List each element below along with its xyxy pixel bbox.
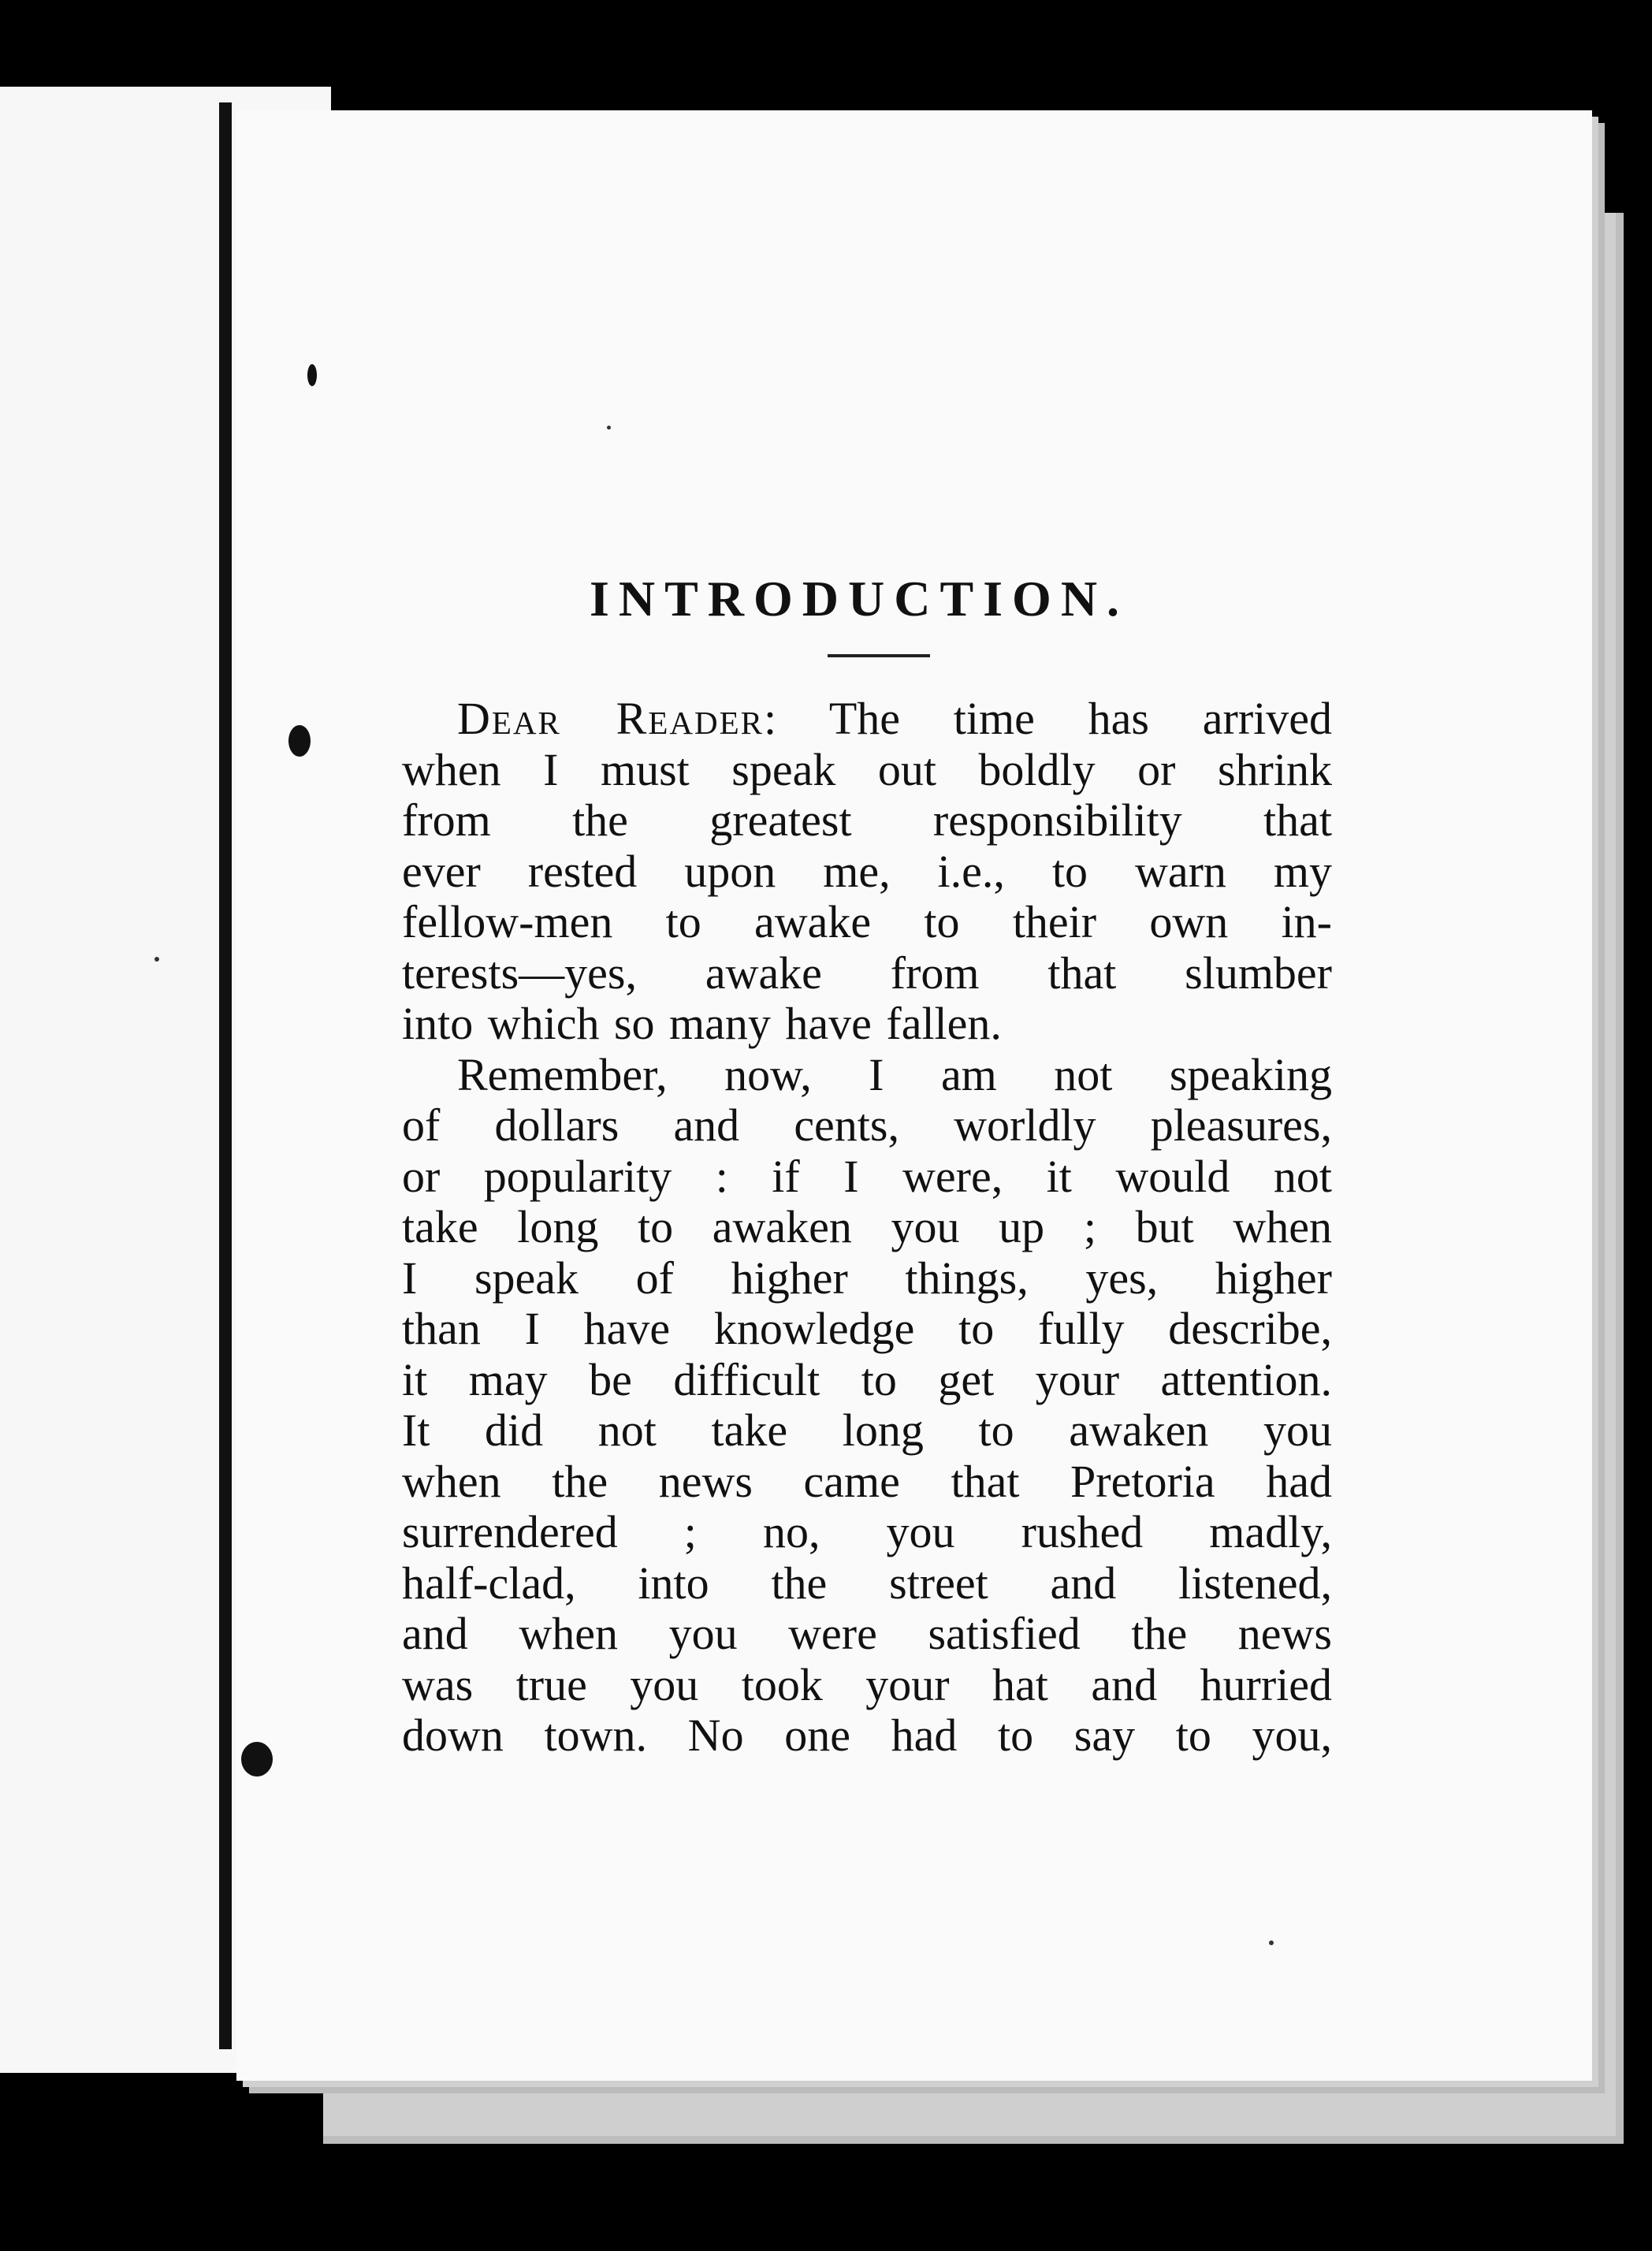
text-line: surrendered ; no, you rushed madly, [402,1506,1332,1557]
text-line: terests—yes, awake from that slumber [402,947,1332,999]
dust-speck [1269,1940,1274,1945]
text-line: it may be difficult to get your attention. [402,1353,1332,1405]
text-line: and when you were satisfied the news [402,1608,1332,1659]
text-line: It did not take long to awaken you [402,1405,1332,1456]
text-line: was true you took your hat and hurried [402,1658,1332,1710]
text-line: fellow-men to awake to their own in- [402,896,1332,947]
text-line: I speak of higher things, yes, higher [402,1252,1332,1304]
text-line-rest: : The time has arrived [764,693,1332,744]
text-line: or popularity : if I were, it would not [402,1150,1332,1202]
dust-speck [607,426,611,430]
text-line: take long to awaken you up ; but when [402,1201,1332,1252]
text-line: ever rested upon me, i.e., to warn my [402,845,1332,897]
text-line: from the greatest responsibility that [402,794,1332,846]
text-line: down town. No one had to say to you, [402,1710,1332,1761]
binding-hole [241,1742,273,1777]
dust-speck [154,957,159,962]
text-line: of dollars and cents, worldly pleasures, [402,1099,1332,1151]
salutation: Dear Reader [457,693,765,744]
heading-rule [828,654,930,657]
binding-hole [307,364,317,386]
text-line: Remember, now, I am not speaking [457,1048,1332,1100]
body-text [402,694,1332,1762]
text-line: than I have knowledge to fully describe, [402,1303,1332,1354]
text-line: when the news came that Pretoria had [402,1455,1332,1507]
paragraph-1 [402,694,1332,1050]
page-heading: INTRODUCTION. [589,570,1129,627]
binding-spine [219,102,232,2049]
text-line [402,694,1332,745]
text-line: half-clad, into the street and listened, [402,1557,1332,1609]
binding-hole [288,725,311,757]
text-line: when I must speak out boldly or shrink [402,743,1332,795]
text-line: into which so many have fallen. [402,998,1002,1049]
paragraph-2 [402,1050,1332,1762]
